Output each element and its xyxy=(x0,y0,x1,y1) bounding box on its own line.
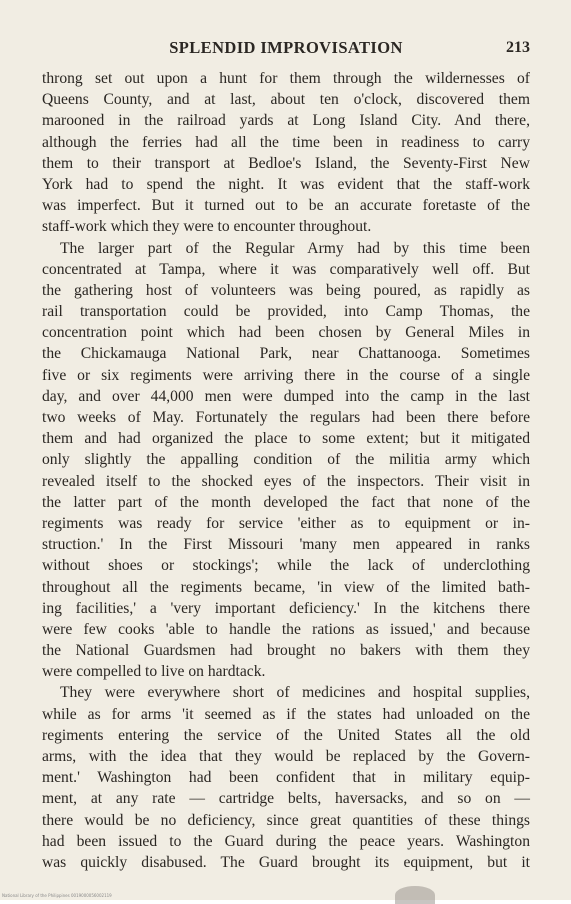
text-line: them and had organized the place to some extent; but it mitigated xyxy=(42,430,530,448)
text-line: them to their transport at Bedloe's Island, the Seventy-First New xyxy=(42,154,530,172)
text-line: regiments entering the service of the United States all the old xyxy=(42,726,530,744)
text-line: five or six regiments were arriving there in the course of a single xyxy=(42,366,530,384)
text-line: were few cooks 'able to handle the rations as issued,' and because xyxy=(42,620,530,638)
text-line: without shoes or stockings'; while the lack of underclothing xyxy=(42,557,530,575)
text-line: day, and over 44,000 men were dumped into the camp in the last xyxy=(42,387,530,405)
text-line: ment.' Washington had been confident that in military equip- xyxy=(42,769,530,787)
text-line: regiments was ready for service 'either as to equipment or in- xyxy=(42,514,530,532)
text-line: was imperfect. But it turned out to be an accurate foretaste of the xyxy=(42,197,530,215)
text-line: arms, with the idea that they would be replaced by the Govern- xyxy=(42,748,530,765)
text-line: had been issued to the Guard during the peace years. Washington xyxy=(42,832,530,850)
text-line: ment, at any rate — cartridge belts, haversacks, and so on — xyxy=(42,790,530,808)
page-number: 213 xyxy=(506,39,530,56)
text-line: while as for arms 'it seemed as if the states had unloaded on the xyxy=(42,705,530,723)
text-line: revealed itself to the shocked eyes of the inspectors. Their visit in xyxy=(42,472,530,490)
text-line: throughout all the regiments became, 'in view of the limited bath- xyxy=(42,578,530,596)
text-line: the Chickamauga National Park, near Chattanooga. Sometimes xyxy=(42,345,530,363)
text-line: the gathering host of volunteers was being poured, as rapidly as xyxy=(42,281,530,299)
text-line: there would be no deficiency, since great quantities of these things xyxy=(42,811,530,829)
text-line: concentrated at Tampa, where it was comparatively well off. But xyxy=(42,260,530,278)
text-line: Queens County, and at last, about ten o'clock, discovered them xyxy=(42,91,530,109)
page-header xyxy=(42,38,530,60)
library-stamp: National Library of the Philippines 0019000056002119 xyxy=(2,893,112,898)
text-line: struction.' In the First Missouri 'many men appeared in ranks xyxy=(42,536,530,554)
paragraph-1 xyxy=(42,68,530,238)
running-head: SPLENDID IMPROVISATION xyxy=(169,38,403,57)
text-line: was quickly disabused. The Guard brought its equipment, but it xyxy=(42,853,530,871)
text-line: although the ferries had all the time been in readiness to carry xyxy=(42,133,530,151)
text-line: rail transportation could be provided, into Camp Thomas, the xyxy=(42,303,530,321)
body-text xyxy=(42,68,530,873)
text-line: two weeks of May. Fortunately the regulars had been there before xyxy=(42,409,530,426)
scan-shadow xyxy=(395,886,435,904)
text-line: were compelled to live on hardtack. xyxy=(42,663,266,681)
paragraph-3 xyxy=(42,682,530,873)
text-line: ing facilities,' a 'very important deficiency.' In the kitchens there xyxy=(42,599,530,617)
text-line: staff-work which they were to encounter throughout. xyxy=(42,218,372,236)
paragraph-2 xyxy=(42,238,530,683)
text-line: the latter part of the month developed the fact that none of the xyxy=(42,493,530,511)
text-line: marooned in the railroad yards at Long Island City. And there, xyxy=(42,112,530,130)
text-line: only slightly the appalling condition of the militia army which xyxy=(42,451,530,469)
text-line: throng set out upon a hunt for them through the wildernesses of xyxy=(42,70,530,87)
text-line: York had to spend the night. It was evident that the staff-work xyxy=(42,175,530,193)
text-line: The larger part of the Regular Army had by this time been xyxy=(60,239,530,257)
text-line: concentration point which had been chosen by General Miles in xyxy=(42,324,530,342)
text-line: the National Guardsmen had brought no bakers with them they xyxy=(42,642,530,660)
text-line: They were everywhere short of medicines and hospital supplies, xyxy=(60,684,530,702)
